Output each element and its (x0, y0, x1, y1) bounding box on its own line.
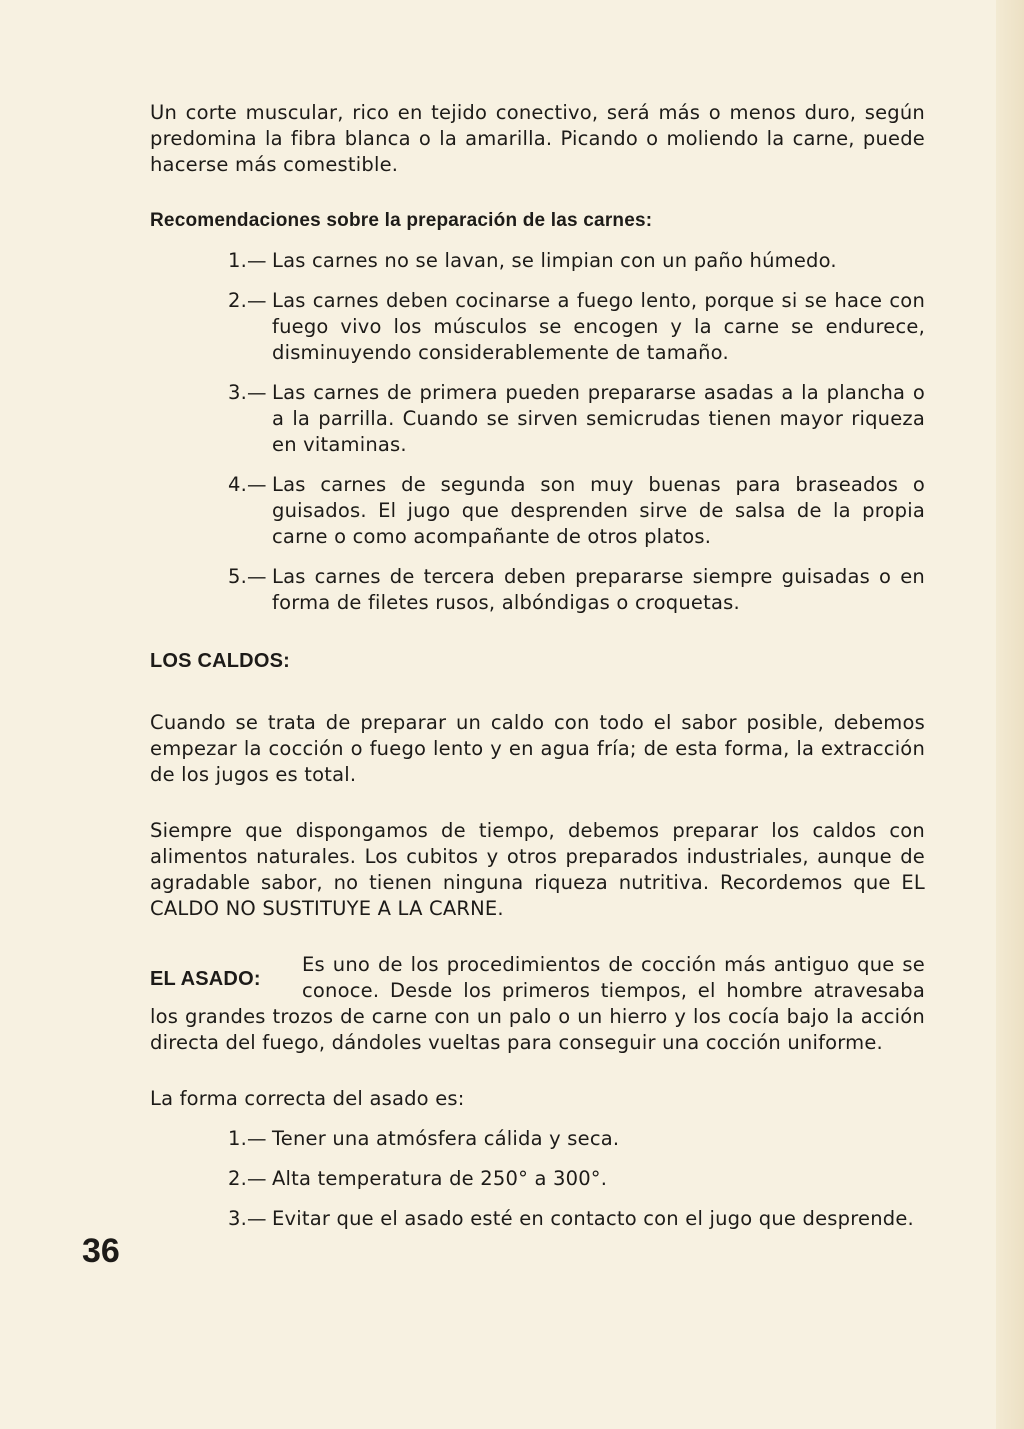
list-item-text: Las carnes no se lavan, se limpian con un paño húmedo. (272, 249, 837, 272)
list-item-text: Las carnes deben cocinarse a fuego lento, porque si se hace con fuego vivo los músculos se encogen y la carne se endurece, disminuyendo considerablemente de tamaño. (272, 289, 925, 364)
caldos-title: LOS CALDOS: (150, 650, 290, 672)
list-item-number: 3.— (228, 381, 267, 404)
list-item (150, 1206, 925, 1232)
list-item (150, 1166, 925, 1192)
caldos-paragraph-2: Siempre que dispongamos de tiempo, debemos preparar los caldos con alimentos naturales. Los cubitos y otros preparados industriales, aunque de agradable sabor, no tienen ninguna riqueza nutritiva. Recordemos que EL CALDO NO SUSTITUYE A LA CARNE. (150, 819, 925, 920)
page-edge (996, 0, 1024, 1429)
list-item-text: Las carnes de tercera deben prepararse siempre guisadas o en forma de filetes rusos, albóndigas o croquetas. (272, 565, 925, 614)
asado-list (150, 1126, 925, 1232)
page-content (150, 100, 925, 1232)
list-item (150, 564, 925, 616)
list-item-text: Las carnes de primera pueden prepararse asadas a la plancha o a la parrilla. Cuando se sirven semicrudas tienen mayor riqueza en vitaminas. (272, 381, 925, 456)
list-item-number: 1.— (228, 249, 267, 272)
list-item-number: 3.— (228, 1207, 267, 1230)
list-item (150, 380, 925, 458)
caldos-paragraph-1: Cuando se trata de preparar un caldo con todo el sabor posible, debemos empezar la cocción o fuego lento y en agua fría; de esta forma, la extracción de los jugos es total. (150, 711, 925, 786)
list-item (150, 472, 925, 550)
list-item-number: 4.— (228, 473, 267, 496)
list-item-text: Evitar que el asado esté en contacto con el jugo que desprende. (272, 1207, 914, 1230)
list-item (150, 1126, 925, 1152)
list-item-text: Tener una atmósfera cálida y seca. (272, 1127, 620, 1150)
recommendations-list (150, 248, 925, 616)
list-item-number: 2.— (228, 289, 267, 312)
list-item (150, 288, 925, 366)
asado-intro: La forma correcta del asado es: (150, 1087, 465, 1110)
asado-title: EL ASADO: (150, 968, 261, 990)
recommendations-heading: Recomendaciones sobre la preparación de las carnes: (150, 210, 653, 231)
list-item-text: Alta temperatura de 250° a 300°. (272, 1167, 608, 1190)
list-item-number: 5.— (228, 565, 267, 588)
asado-paragraph: Es uno de los procedimientos de cocción más antiguo que se conoce. Desde los primeros tiempos, el hombre atravesaba los grandes trozos de carne con un palo o un hierro y los cocía bajo la acción directa del fuego, dándoles vueltas para conseguir una cocción uniforme. (150, 953, 925, 1054)
list-item-text: Las carnes de segunda son muy buenas para braseados o guisados. El jugo que desprenden sirve de salsa de la propia carne o como acompañante de otros platos. (272, 473, 925, 548)
list-item-number: 1.— (228, 1127, 267, 1150)
asado-section (150, 952, 925, 1056)
page-number: 36 (82, 1232, 120, 1270)
list-item-number: 2.— (228, 1167, 267, 1190)
intro-paragraph: Un corte muscular, rico en tejido conectivo, será más o menos duro, según predomina la fibra blanca o la amarilla. Picando o moliendo la carne, puede hacerse más comestible. (150, 101, 925, 176)
list-item (150, 248, 925, 274)
